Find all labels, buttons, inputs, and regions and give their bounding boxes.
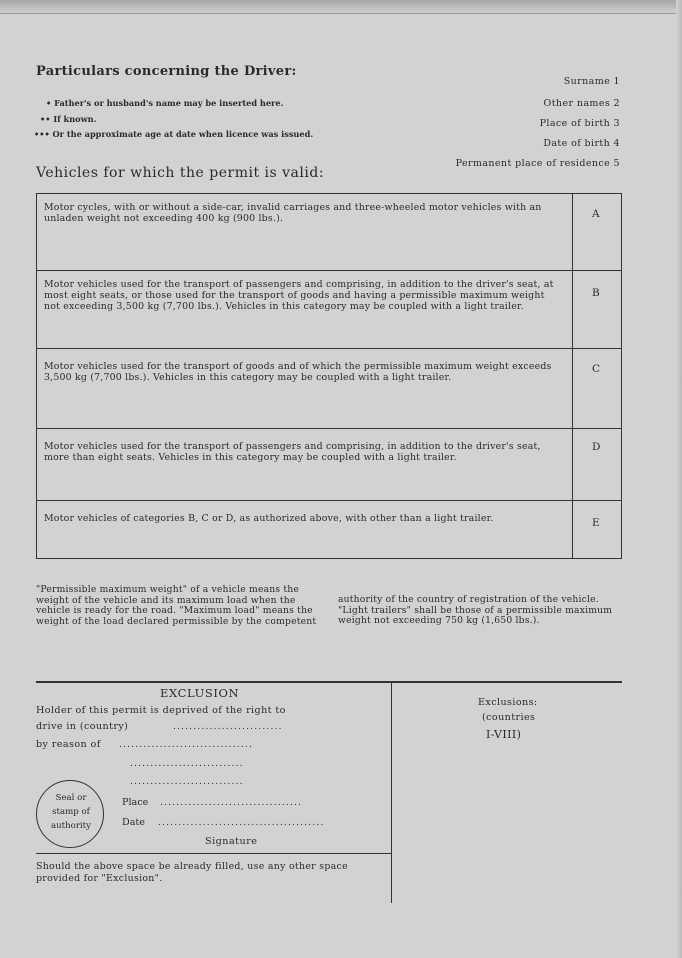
exclusion-title: EXCLUSION	[160, 686, 240, 700]
exclusion-note: Should the above space be already filled, use any other space provided for "Exclusion".	[36, 861, 348, 884]
category-row-c	[37, 348, 621, 428]
field-other-names: Other names 2	[543, 98, 620, 109]
exclusion-top-rule	[36, 681, 622, 683]
seal-text-3: authority	[51, 821, 91, 831]
category-description: Motor vehicles used for the transport of passengers and comprising, in addition to the driver's seat, at most eight seats, or those used for the transport of goods and having a permissible maximum weight not exceeding 3,500 kg (7,700 lbs.). Vehicles in this category may be coupled with a light trailer.	[44, 279, 554, 312]
field-permanent-residence: Permanent place of residence 5	[455, 158, 620, 169]
exclusion-country-label: drive in (country)	[36, 721, 129, 732]
category-description: Motor vehicles used for the transport of passengers and comprising, in addition to the driver's seat, more than eight seats. Vehicles in this category may be coupled with a light trailer.	[44, 441, 541, 463]
driver-note-3: ••• Or the approximate age at date when licence was issued.	[34, 129, 314, 139]
exclusion-reason-label: by reason of	[36, 739, 101, 750]
category-letter: B	[592, 287, 600, 299]
category-description: Motor vehicles used for the transport of goods and of which the permissible maximum weight exceeds 3,500 kg (7,700 lbs.). Vehicles in this category may be coupled with a light trailer.	[44, 361, 552, 383]
field-date-of-birth: Date of birth 4	[543, 138, 620, 149]
exclusion-line-1: Holder of this permit is deprived of the right to	[36, 705, 286, 716]
date-dots: .........................................	[158, 818, 325, 828]
scan-top-edge	[0, 0, 682, 14]
exclusion-reason-dots-3: ............................	[130, 777, 244, 787]
vehicles-section-title: Vehicles for which the permit is valid:	[36, 165, 325, 181]
category-description: Motor cycles, with or without a side-car, invalid carriages and three-wheeled motor vehicles with an unladen weight not exceeding 400 kg (900 lbs.).	[44, 202, 542, 224]
exclusions-right-label: Exclusions:	[478, 697, 538, 708]
exclusions-right-range: I-VIII)	[486, 728, 522, 741]
vehicle-category-table	[36, 193, 622, 559]
date-label: Date	[122, 817, 145, 828]
exclusion-reason-dots-2: ............................	[130, 759, 244, 769]
seal-stamp-circle	[36, 780, 104, 848]
place-label: Place	[122, 797, 149, 808]
seal-text-2: stamp of	[52, 807, 90, 817]
field-surname: Surname 1	[563, 76, 620, 87]
exclusion-column-divider	[391, 681, 392, 903]
category-letter: A	[592, 208, 600, 220]
driver-note-2: •• If known.	[40, 114, 97, 124]
category-letter: D	[592, 441, 601, 453]
category-row-d	[37, 428, 621, 500]
category-letter: E	[592, 517, 600, 529]
exclusion-reason-dots: .................................	[119, 740, 254, 750]
footnote-right: authority of the country of registration of the vehicle. "Light trailers" shall be those of a permissible maximum weight not exceeding 750 kg (1,650 lbs.).	[338, 594, 613, 627]
field-place-of-birth: Place of birth 3	[539, 118, 620, 129]
exclusion-bottom-rule	[36, 853, 391, 854]
scan-right-edge	[676, 0, 682, 958]
footnote-left: "Permissible maximum weight" of a vehicle means the weight of the vehicle and its maximum load when the vehicle is ready for the road. "Maximum load" means the weight of the load declared permissible by the competent	[36, 584, 317, 627]
driver-note-1: • Father's or husband's name may be inserted here.	[46, 98, 284, 108]
place-dots: ...................................	[160, 798, 303, 808]
category-description: Motor vehicles of categories B, C or D, as authorized above, with other than a light trailer.	[44, 513, 494, 524]
category-row-e	[37, 500, 621, 558]
seal-text-1: Seal or	[55, 793, 87, 803]
exclusions-right-sub: (countries	[482, 712, 536, 723]
exclusion-country-dots: ...........................	[173, 722, 283, 732]
category-row-b	[37, 270, 621, 348]
driver-section-title: Particulars concerning the Driver:	[36, 64, 297, 79]
category-letter: C	[592, 363, 601, 375]
signature-label: Signature	[205, 836, 258, 847]
category-row-a	[37, 194, 621, 270]
